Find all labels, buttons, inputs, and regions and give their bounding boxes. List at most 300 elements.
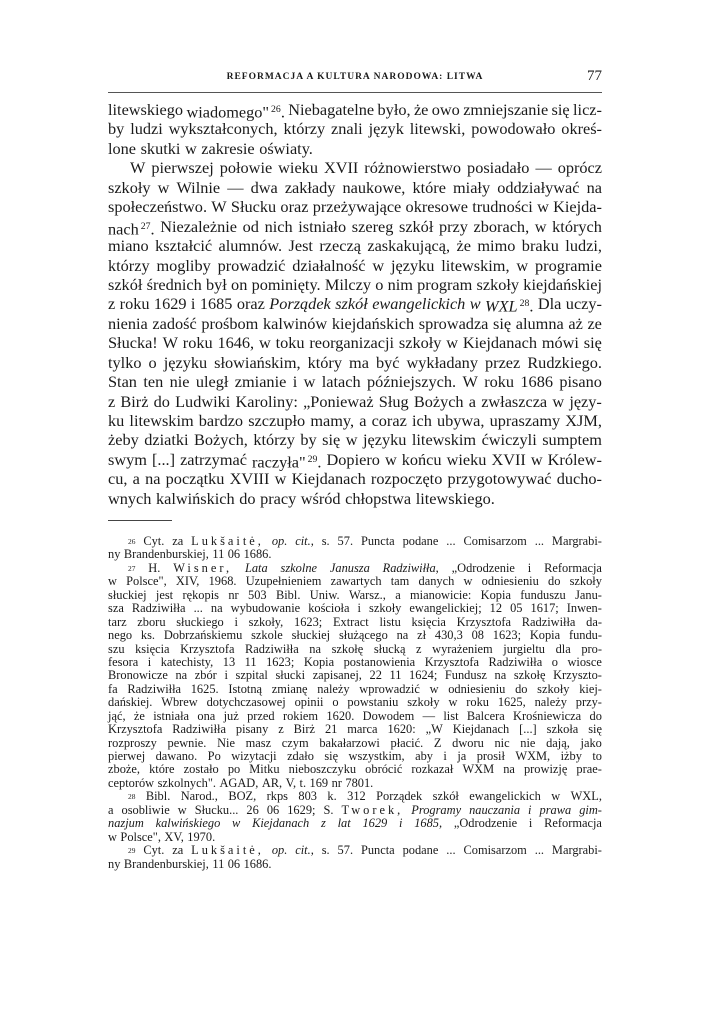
italic-word: nazjum <box>108 816 144 831</box>
word: 11 <box>212 547 225 562</box>
word: k. <box>327 789 337 804</box>
word: mimo <box>477 236 516 256</box>
word: uległ <box>195 372 229 392</box>
word: zmniejszanie <box>463 100 549 119</box>
word: „Odrodzenie <box>453 816 518 831</box>
word: braku <box>521 236 559 256</box>
word: zboru <box>137 614 166 629</box>
word: nie <box>520 735 536 750</box>
word: pierwej <box>108 749 146 763</box>
word: Cyt. <box>143 843 165 858</box>
spaced-name: Lukšaitė, <box>191 534 264 548</box>
word: 05 <box>510 601 523 616</box>
footnote-ref: 26 <box>271 104 281 115</box>
word: wnych <box>108 488 152 508</box>
italic-word: Porządek <box>269 294 331 314</box>
word: który <box>307 352 342 372</box>
word: AGAD, <box>219 775 259 790</box>
word: Margrabi- <box>551 843 602 858</box>
word: miały <box>453 177 491 197</box>
italic-word: Programy <box>411 802 462 817</box>
word: 06 <box>227 856 241 871</box>
word: ludzi, <box>565 236 602 256</box>
word: do <box>153 391 170 411</box>
footnote-line <box>108 817 602 830</box>
italic-word: lat <box>337 816 351 831</box>
word: sumptem <box>542 430 602 450</box>
footnote-line <box>108 750 602 763</box>
word: 13 <box>222 654 236 669</box>
word: bardzo <box>198 411 244 430</box>
word: do <box>548 574 561 589</box>
body-line <box>108 294 602 316</box>
word: nic <box>494 735 510 750</box>
word: iżby <box>560 749 582 763</box>
word: pierwszej <box>151 158 214 178</box>
word: t. <box>299 775 307 790</box>
word: zakłady <box>284 177 336 197</box>
word: nie <box>169 372 190 392</box>
word: Cyt. <box>143 534 165 548</box>
word: nieboszczyku <box>288 762 357 777</box>
word: i <box>224 668 228 683</box>
word: jąć, <box>108 708 126 723</box>
word: fundu- <box>568 628 602 643</box>
word: był <box>206 274 227 294</box>
word: on <box>231 274 248 294</box>
word: kościoła <box>308 601 350 616</box>
body-line <box>108 236 602 255</box>
word: szkoły <box>369 601 402 616</box>
word: szkoła <box>546 722 579 737</box>
word: naukowe, <box>342 177 406 197</box>
word: wykształconych, <box>168 119 278 139</box>
italic-word: Radziwiłła, <box>382 560 439 575</box>
word: 169 <box>309 775 329 790</box>
italic-word: szkół <box>335 294 368 314</box>
running-title: REFORMACJA A KULTURA NARODOWA: LITWA <box>226 72 484 82</box>
body-line <box>108 353 602 372</box>
word: XVII <box>323 158 359 178</box>
word: Krośniewicza <box>513 708 582 723</box>
word: a <box>468 391 476 411</box>
italic-word: szkolne <box>280 560 318 575</box>
word: zwłaszcza <box>481 391 548 411</box>
word: w <box>552 391 565 411</box>
footnote-line <box>108 777 602 790</box>
word: znali <box>331 119 363 139</box>
footnote-line <box>108 535 602 548</box>
footnote-line <box>108 562 602 575</box>
word: litewskiego <box>108 100 184 119</box>
word: ubywa, <box>436 411 485 430</box>
word: pisano <box>559 372 602 392</box>
word: w <box>448 695 458 710</box>
word: Brandenburskiej, <box>123 856 209 871</box>
word: wieku <box>446 449 487 469</box>
word: prośbom <box>201 313 259 333</box>
word: odniesieniu <box>448 681 506 696</box>
italic-word: gim- <box>579 802 602 817</box>
italic-word: z <box>320 816 326 831</box>
word: 57. <box>337 534 354 548</box>
word: początku <box>165 469 225 489</box>
word: słucką <box>373 641 406 656</box>
word: 1620: <box>387 722 416 737</box>
word: 11 <box>389 668 402 683</box>
word: ku <box>108 411 125 430</box>
word: XVIII <box>229 469 270 489</box>
word: Reformacja <box>544 816 602 831</box>
word: zawartych <box>330 574 382 589</box>
footnote-ref: 28 <box>519 298 530 310</box>
word: mówi <box>541 333 579 353</box>
footnote-line <box>108 589 602 602</box>
word: osobliwie <box>121 802 170 817</box>
word: Polsce", <box>120 829 161 844</box>
word: należy <box>534 695 567 710</box>
word: do <box>239 488 256 508</box>
word: się <box>493 313 512 333</box>
word: W <box>130 158 146 178</box>
word: i <box>234 614 238 629</box>
word: 1617; <box>530 601 559 616</box>
word: w <box>446 333 459 353</box>
word: wiosce <box>567 654 602 669</box>
italic-word: prawa <box>539 802 572 817</box>
word: o <box>148 352 157 372</box>
word: Dobrzańskiemu <box>163 628 243 643</box>
word: od <box>242 216 259 236</box>
word: ich <box>411 411 432 430</box>
body-line <box>108 275 602 294</box>
word: różnowierstwo <box>364 158 462 178</box>
word: jest <box>155 587 174 602</box>
word: uczy- <box>565 294 602 314</box>
word: aby <box>415 749 433 763</box>
word: księcia <box>411 614 446 629</box>
italic-word: ewangelickich <box>372 294 466 314</box>
word: wiadomego" $^{26}$. <box>186 102 285 122</box>
word: ... <box>446 534 456 548</box>
word: się <box>588 722 602 737</box>
word: Słucku <box>230 197 277 217</box>
footnote-line <box>108 844 602 857</box>
word: ny <box>108 547 121 562</box>
footnote-line <box>108 629 602 642</box>
word: szkoły <box>108 177 151 197</box>
word: zboże, <box>108 762 140 777</box>
word: na <box>396 628 409 643</box>
word: XJM, <box>565 411 602 430</box>
word: okresowe <box>405 197 468 217</box>
word: „Odrodzenie <box>451 560 515 575</box>
footnote-divider <box>108 520 172 521</box>
word: ... <box>534 534 545 548</box>
word: V, <box>285 775 297 790</box>
word: zostało <box>183 762 219 777</box>
word: Bibl. <box>275 587 301 602</box>
word: Radziwiłła <box>127 681 182 696</box>
word: prosił <box>476 749 505 763</box>
body-line <box>108 139 602 158</box>
word: litewskiego. <box>415 488 495 508</box>
italic-word: 1629 <box>362 816 388 831</box>
word: nr <box>331 775 342 790</box>
word: słowiańskim, <box>214 352 301 372</box>
word: W <box>462 372 478 392</box>
word: Kiejdanach <box>291 469 366 489</box>
word: o <box>551 654 558 669</box>
page-number: 77 <box>587 68 602 84</box>
word: Uniw. <box>309 587 340 602</box>
word: — <box>227 177 244 197</box>
word: pracy <box>260 488 297 508</box>
word: Krzysztofa <box>180 641 235 656</box>
word: ma <box>349 352 369 372</box>
word: to <box>592 749 602 763</box>
word: Puncta <box>360 843 395 858</box>
word: dwa <box>250 177 278 197</box>
word: 1629 <box>153 294 187 314</box>
word: ... <box>193 601 203 616</box>
footnote-line <box>108 723 602 736</box>
body-line <box>108 178 602 197</box>
word: 430,3 <box>434 628 463 643</box>
word: szkoły <box>569 574 602 589</box>
word: 1686. <box>243 547 272 562</box>
word: wieku <box>278 158 318 178</box>
word: opinii <box>294 695 324 710</box>
word: Brandenburskiej, <box>123 547 209 562</box>
word: Bożych, <box>194 430 248 450</box>
word: 06 <box>227 547 241 562</box>
word: wizytacji <box>231 749 277 763</box>
word: szkoły <box>398 333 442 353</box>
word: już <box>223 708 239 723</box>
word: szkole <box>251 628 283 643</box>
word: Stan <box>108 372 137 392</box>
word: w <box>530 449 543 469</box>
word: Słucku... <box>194 802 239 817</box>
word: Bibl. <box>145 789 171 804</box>
word: prowadzić <box>217 255 286 275</box>
footnote-line <box>108 858 602 871</box>
word: XIV, <box>175 574 200 589</box>
footnote-ref: 26 <box>128 537 136 546</box>
word: pisany <box>235 722 269 737</box>
word: zbór <box>194 668 217 683</box>
word: połowie <box>219 158 273 178</box>
word: należy <box>317 681 350 696</box>
word: Kiejdanach <box>452 722 510 737</box>
word: na <box>210 601 223 616</box>
footnote-line <box>108 669 602 682</box>
word: marca <box>347 722 378 737</box>
word: chłopstwa <box>345 488 412 508</box>
word: się <box>583 333 602 353</box>
word: litewskim <box>411 430 477 450</box>
word: swym <box>108 449 147 469</box>
word: szczupło <box>248 411 306 430</box>
word: listu <box>379 614 401 629</box>
word: Uzupełnieniem <box>245 574 322 589</box>
word: WXM, <box>515 749 551 763</box>
word: rozproszy <box>108 735 157 750</box>
word: Kopia <box>529 628 561 643</box>
word: dworu <box>452 735 484 750</box>
word: szereg <box>351 216 394 236</box>
word: litewski, <box>409 119 466 139</box>
footnote-line <box>108 683 602 696</box>
word: Ludwiki <box>175 391 231 411</box>
word: rozpoczęto <box>370 469 443 489</box>
italic-word: cit., <box>295 534 314 548</box>
word: Istotną <box>228 681 263 696</box>
body-line <box>108 197 602 216</box>
body-line <box>108 217 602 236</box>
word: licz- <box>573 100 602 119</box>
word: się <box>551 100 570 119</box>
word: Krzysztofa <box>424 654 480 669</box>
word: Jest <box>288 236 313 256</box>
word: Narod., <box>180 789 218 804</box>
word: Radziwiłła <box>172 722 226 737</box>
word: fesora <box>108 654 139 669</box>
word: alumnów. <box>218 236 283 256</box>
word: nich <box>264 216 293 236</box>
word: przygotowywać <box>447 469 552 489</box>
word: oraz <box>236 294 265 314</box>
word: z <box>108 294 116 314</box>
word: Birż <box>293 722 315 737</box>
word: że <box>413 100 429 119</box>
word: szkół <box>108 274 143 294</box>
word: Radziwiłła <box>488 654 543 669</box>
word: dziatki <box>144 430 189 450</box>
word: w <box>372 255 385 275</box>
word: że <box>133 708 145 723</box>
word: Milczy <box>324 274 371 294</box>
word: dla <box>555 641 571 656</box>
word: alumna <box>515 313 564 333</box>
word: zakresie <box>201 138 255 158</box>
word: reorganizacji <box>309 333 395 353</box>
footnote-ref: 27 <box>128 563 136 573</box>
word: w <box>157 177 170 197</box>
word: 1625. <box>190 681 219 696</box>
word: list <box>443 708 459 723</box>
word: 1623; <box>492 628 522 643</box>
word: być <box>375 352 400 372</box>
word: AR, <box>261 775 283 790</box>
word: w <box>108 574 117 589</box>
word: Karoliny: <box>235 391 298 411</box>
spaced-name: Tworek, <box>341 802 404 817</box>
word: 1686 <box>520 372 553 392</box>
word: na <box>309 641 321 656</box>
word: 57. <box>337 843 354 858</box>
word: program <box>417 274 473 294</box>
word: którzy <box>283 119 326 139</box>
word: Comisarzom <box>463 534 527 548</box>
word: w <box>258 333 271 353</box>
word: Kiejda- <box>553 197 602 217</box>
footnote-ref: 27 <box>140 220 151 232</box>
italic-word: Janusza <box>329 560 370 575</box>
word: roku <box>484 372 515 392</box>
word: „W <box>425 722 443 737</box>
word: Krzysztofa <box>108 722 163 737</box>
word: ćwiczyli <box>481 430 537 450</box>
word: trudności <box>472 197 533 217</box>
word: języ- <box>569 391 602 411</box>
word: — <box>535 158 552 178</box>
word: jako <box>580 735 602 750</box>
word: w <box>537 197 549 217</box>
word: kiejdańskiej <box>523 274 602 294</box>
word: Kopia <box>303 654 335 669</box>
word: późniejszych. <box>367 372 457 392</box>
word: wyrażeniem <box>432 641 493 656</box>
word: Nie <box>217 735 235 750</box>
word: odniesieniu <box>481 574 539 589</box>
word: w <box>108 829 117 844</box>
word: ceptorów <box>108 775 155 790</box>
word: się <box>324 749 339 763</box>
italic-word: cit., <box>295 843 314 858</box>
word: bakałarzowi <box>319 735 380 750</box>
word: w <box>177 802 187 817</box>
word: język <box>368 119 404 139</box>
word: i <box>292 372 298 392</box>
word: na <box>586 177 602 197</box>
word: mianowicie: <box>410 587 472 602</box>
word: było, <box>377 100 411 119</box>
word: rozkazał <box>411 762 454 777</box>
body-line <box>108 430 602 449</box>
word: 1624; <box>409 668 438 683</box>
word: danych <box>418 574 455 589</box>
word: podane <box>402 843 439 858</box>
word: na <box>145 469 161 489</box>
word: zaskakującą, <box>367 236 451 256</box>
word: istniało <box>298 216 347 236</box>
footnote-line <box>108 656 602 669</box>
word: czym <box>281 735 309 750</box>
word: toku <box>275 333 305 353</box>
word: rokiem <box>282 708 319 723</box>
footnote-ref: 29 <box>307 453 318 465</box>
word: nienia <box>108 313 148 333</box>
word: za <box>172 534 184 548</box>
word: oprócz <box>557 158 602 178</box>
word: Warsz., <box>348 587 386 602</box>
word: XV, <box>164 829 184 844</box>
word: 12 <box>489 601 503 616</box>
word: słucki <box>275 668 306 683</box>
word: 08 <box>471 628 484 643</box>
word: w <box>345 430 358 450</box>
word: którzy <box>253 430 295 450</box>
word: z <box>108 391 116 411</box>
word: Radziwiłła <box>521 614 576 629</box>
word: języku <box>362 430 407 450</box>
word: księcia <box>135 641 170 656</box>
word: mamy, <box>310 411 355 430</box>
footnote-line <box>108 710 602 723</box>
word: rękopis <box>182 587 219 602</box>
